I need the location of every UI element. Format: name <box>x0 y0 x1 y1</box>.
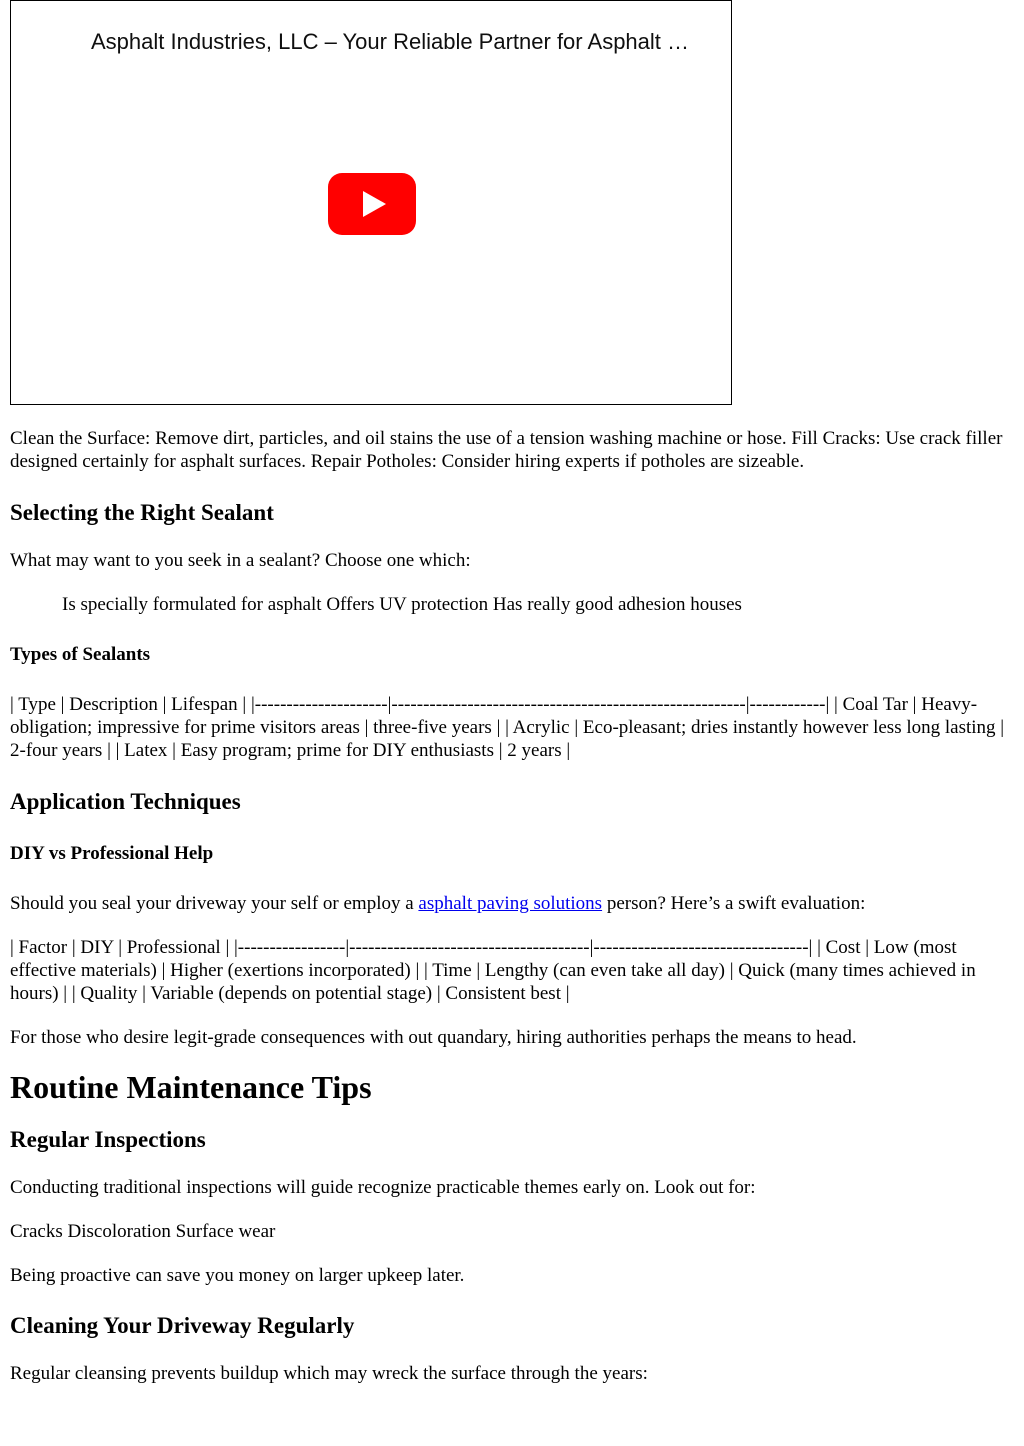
video-embed[interactable] <box>10 0 732 405</box>
heading-cleaning-driveway: Cleaning Your Driveway Regularly <box>10 1313 355 1338</box>
diy-comparison-table-text: | Factor | DIY | Professional | |-----------------|--------------------------------------|----------------------------------| | Cost | Low (most effective materials) | Higher (exertions incorporated) | | Time | Lengthy (can even take all day) | Quick (many times achieved in hours) | | Quality | Variable (depends on potential stage) | Consistent best | <box>10 937 976 1004</box>
diy-text-after: person? Here’s a swift evaluation: <box>602 893 866 914</box>
article-content <box>10 0 1014 1385</box>
sealant-types-table-text: | Type | Description | Lifespan | |---------------------|--------------------------------------------------------|------------| | Coal Tar | Heavy-obligation; impressive for prime visitors areas | three-five years | | Acrylic | Eco-pleasant; dries instantly however less long lasting | 2-four years | | Latex | Easy program; prime for DIY enthusiasts | 2 years | <box>10 694 1005 761</box>
sealant-criteria-list: Is specially formulated for asphalt Offers UV protection Has really good adhesion houses <box>62 594 742 615</box>
heading-selecting-sealant: Selecting the Right Sealant <box>10 500 274 525</box>
heading-regular-inspections: Regular Inspections <box>10 1127 206 1152</box>
pro-grade-paragraph: For those who desire legit-grade consequences with out quandary, hiring authorities perhaps the means to head. <box>10 1027 857 1048</box>
inspections-intro: Conducting traditional inspections will guide recognize practicable themes early on. Look out for: <box>10 1177 756 1198</box>
diy-text-before: Should you seal your driveway your self or employ a <box>10 893 419 914</box>
clean-surface-paragraph: Clean the Surface: Remove dirt, particles, and oil stains the use of a tension washing machine or hose. Fill Cracks: Use crack filler designed certainly for asphalt surfaces. Repair Potholes: Consider hiring experts if potholes are sizeable. <box>10 428 1003 472</box>
diy-paragraph <box>10 892 1014 915</box>
video-title[interactable]: Asphalt Industries, LLC – Your Reliable Partner for Asphalt … <box>91 29 690 54</box>
heading-types-of-sealants: Types of Sealants <box>10 644 151 665</box>
proactive-paragraph: Being proactive can save you money on larger upkeep later. <box>10 1265 465 1286</box>
cleansing-paragraph: Regular cleansing prevents buildup which may wreck the surface through the years: <box>10 1363 648 1384</box>
heading-diy-vs-pro: DIY vs Professional Help <box>10 843 214 864</box>
sealant-question: What may want to you seek in a sealant? Choose one which: <box>10 550 471 571</box>
heading-routine-maintenance: Routine Maintenance Tips <box>10 1069 372 1105</box>
play-icon <box>328 173 416 235</box>
asphalt-paving-solutions-link[interactable]: asphalt paving solutions <box>418 893 603 914</box>
play-button[interactable] <box>328 173 416 235</box>
heading-application-techniques: Application Techniques <box>10 789 241 814</box>
inspections-list: Cracks Discoloration Surface wear <box>10 1221 276 1242</box>
